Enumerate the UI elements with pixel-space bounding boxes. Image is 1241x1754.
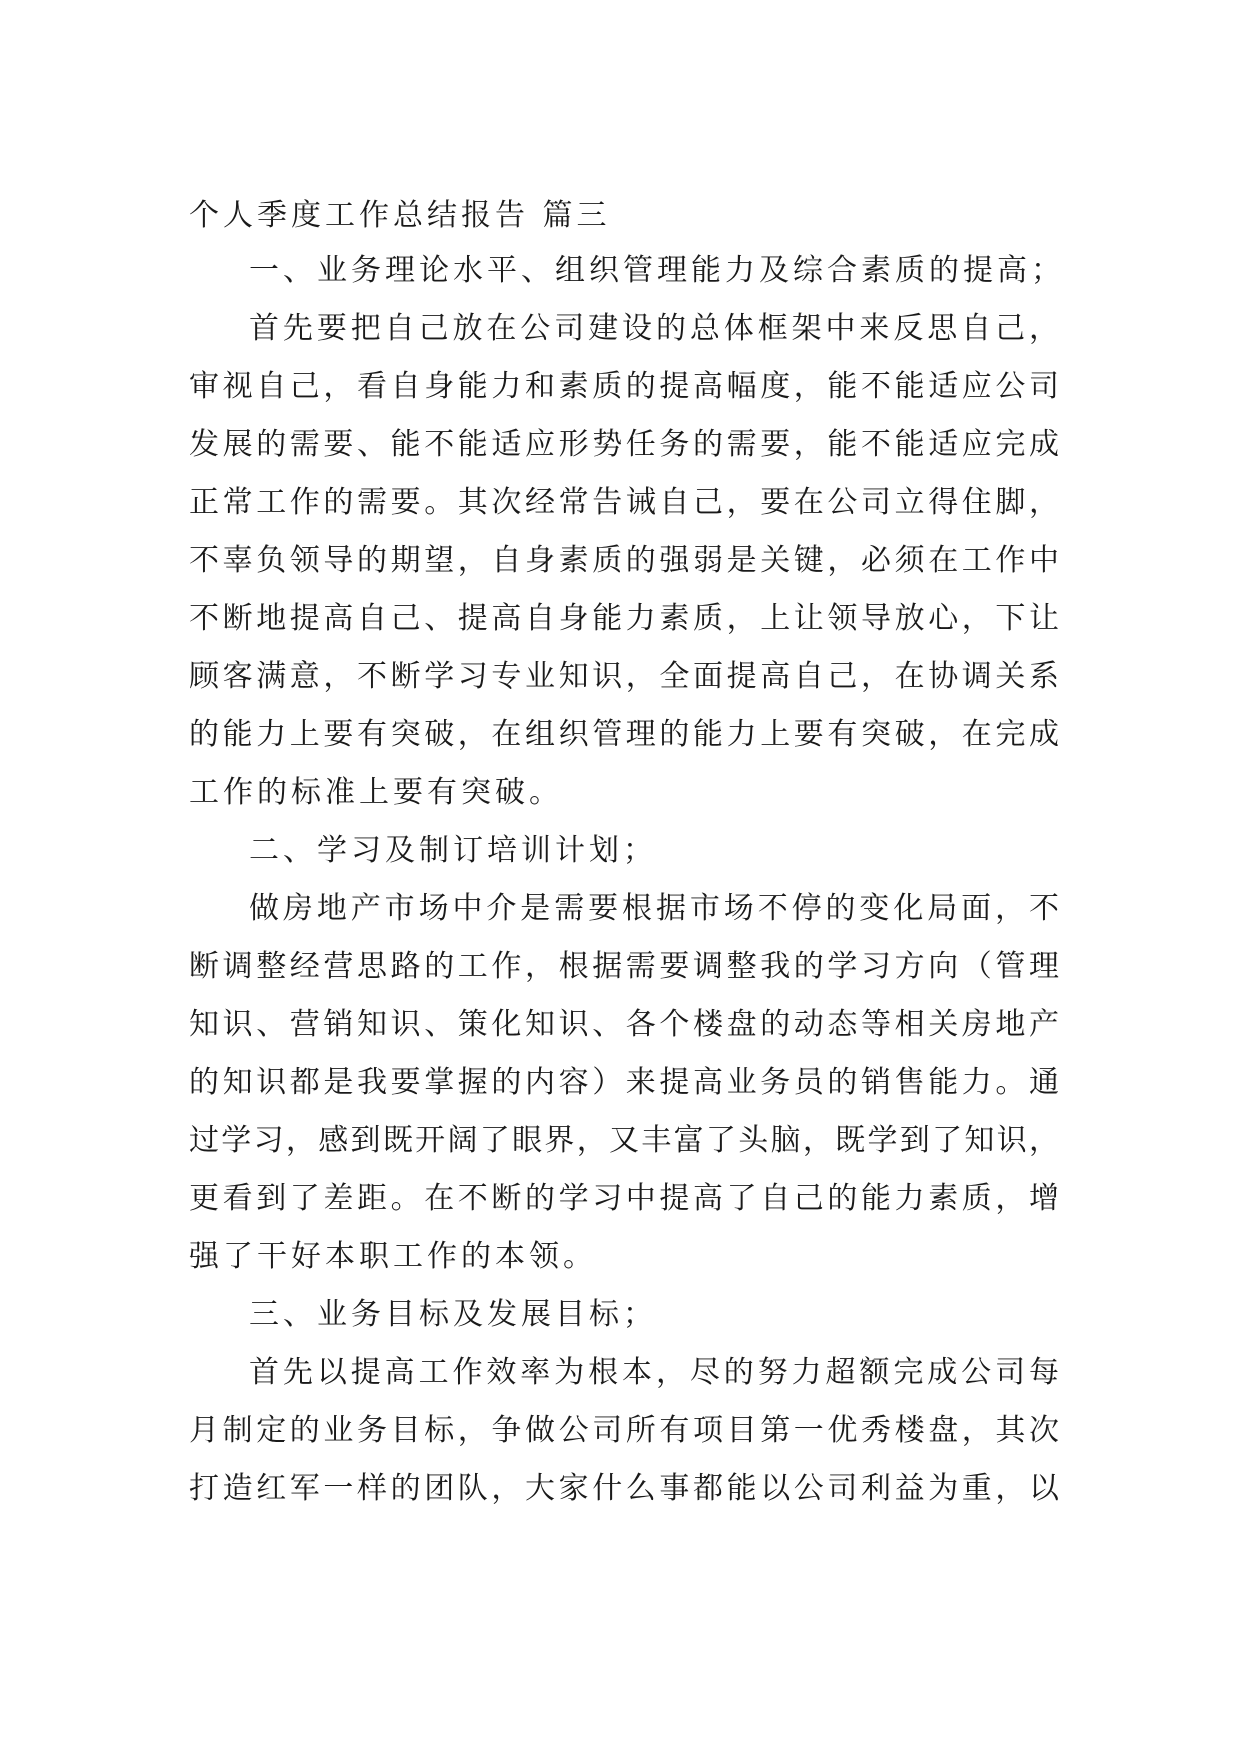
document-body bbox=[189, 190, 1065, 1518]
paragraph-line: 知识、营销知识、策化知识、各个楼盘的动态等相关房地产 bbox=[189, 1007, 1059, 1042]
paragraph-line: 强了干好本职工作的本领。 bbox=[189, 1239, 597, 1274]
paragraph-line: 正常工作的需要。其次经常告诫自己，要在公司立得住脚， bbox=[189, 485, 1059, 520]
paragraph-line: 打造红军一样的团队，大家什么事都能以公司利益为重，以 bbox=[189, 1471, 1059, 1506]
paragraph-line: 过学习，感到既开阔了眼界，又丰富了头脑，既学到了知识， bbox=[189, 1123, 1059, 1158]
paragraph-line: 更看到了差距。在不断的学习中提高了自己的能力素质，增 bbox=[189, 1181, 1059, 1216]
section-paragraph bbox=[189, 1344, 1059, 1518]
paragraph-line: 不断地提高自己、提高自身能力素质，上让领导放心，下让 bbox=[189, 601, 1059, 636]
section-heading: 二、学习及制订培训计划； bbox=[249, 833, 657, 868]
paragraph-line: 的能力上要有突破，在组织管理的能力上要有突破，在完成 bbox=[189, 717, 1059, 752]
paragraph-line: 不辜负领导的期望，自身素质的强弱是关键，必须在工作中 bbox=[189, 543, 1059, 578]
paragraph-line: 首先要把自己放在公司建设的总体框架中来反思自己， bbox=[249, 311, 1059, 346]
section-heading: 三、业务目标及发展目标； bbox=[249, 1297, 657, 1332]
section-paragraph bbox=[189, 300, 1059, 822]
section-heading: 一、业务理论水平、组织管理能力及综合素质的提高； bbox=[249, 253, 1065, 288]
paragraph-line: 首先以提高工作效率为根本，尽的努力超额完成公司每 bbox=[249, 1355, 1059, 1390]
paragraph-line: 做房地产市场中介是需要根据市场不停的变化局面，不 bbox=[249, 891, 1059, 926]
section-paragraph bbox=[189, 880, 1059, 1286]
paragraph-line: 月制定的业务目标，争做公司所有项目第一优秀楼盘，其次 bbox=[189, 1413, 1059, 1448]
paragraph-line: 顾客满意，不断学习专业知识，全面提高自己，在协调关系 bbox=[189, 659, 1059, 694]
document-title: 个人季度工作总结报告 篇三 bbox=[189, 198, 611, 233]
paragraph-line: 工作的标准上要有突破。 bbox=[189, 775, 563, 810]
paragraph-line: 的知识都是我要掌握的内容）来提高业务员的销售能力。通 bbox=[189, 1065, 1059, 1100]
paragraph-line: 断调整经营思路的工作，根据需要调整我的学习方向（管理 bbox=[189, 949, 1059, 984]
paragraph-line: 审视自己，看自身能力和素质的提高幅度，能不能适应公司 bbox=[189, 369, 1059, 404]
paragraph-line: 发展的需要、能不能适应形势任务的需要，能不能适应完成 bbox=[189, 427, 1059, 462]
